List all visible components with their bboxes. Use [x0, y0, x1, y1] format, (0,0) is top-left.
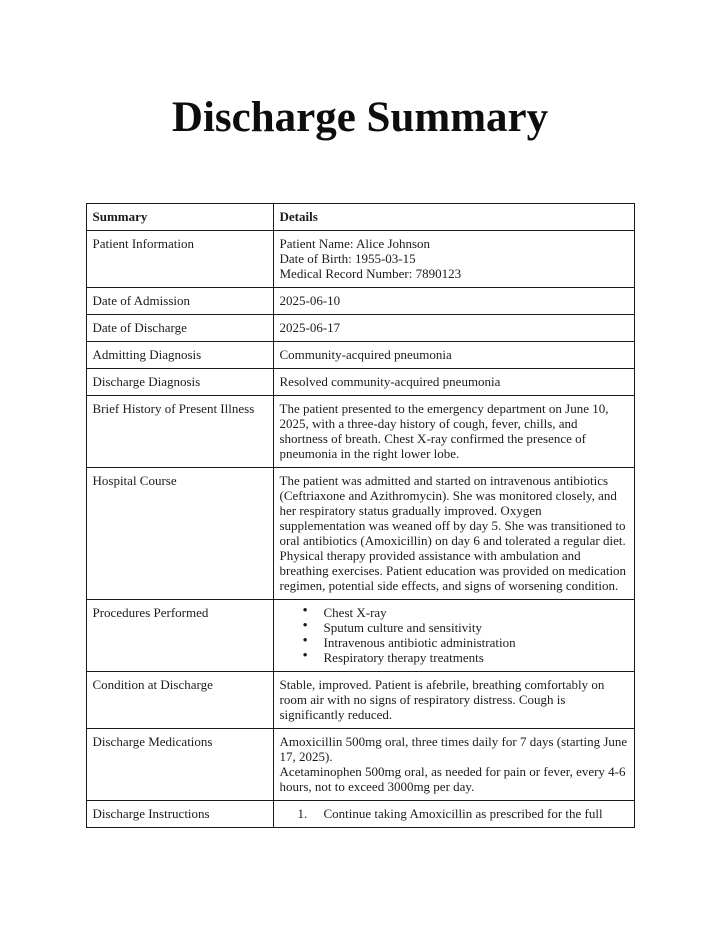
- table-row: [86, 468, 634, 600]
- row-details: Stable, improved. Patient is afebrile, breathing comfortably on room air with no signs of respiratory distress. Cough is significantly reduced.: [273, 672, 634, 729]
- details-line: Amoxicillin 500mg oral, three times daily for 7 days (starting June 17, 2025).: [279, 734, 628, 765]
- table-row: [86, 396, 634, 468]
- bullet-item: • Respiratory therapy treatments: [280, 650, 628, 665]
- table-row: [86, 315, 634, 342]
- row-details: [273, 729, 634, 801]
- table-row: [86, 672, 634, 729]
- row-details: Resolved community-acquired pneumonia: [273, 369, 634, 396]
- row-label: Patient Information: [86, 231, 273, 288]
- row-label: Date of Admission: [86, 288, 273, 315]
- table-row: [86, 369, 634, 396]
- row-label: Brief History of Present Illness: [86, 396, 273, 468]
- column-header-details: Details: [273, 204, 634, 231]
- table-row: [86, 729, 634, 801]
- row-label: Discharge Medications: [86, 729, 273, 801]
- table-header-row: [86, 204, 634, 231]
- details-line: Acetaminophen 500mg oral, as needed for pain or fever, every 4-6 hours, not to exceed 3000mg per day.: [279, 764, 626, 795]
- bullet-item: • Sputum culture and sensitivity: [280, 620, 628, 635]
- bullet-item: • Intravenous antibiotic administration: [280, 635, 628, 650]
- row-label: Condition at Discharge: [86, 672, 273, 729]
- row-details: 2025-06-17: [273, 315, 634, 342]
- row-details: Community-acquired pneumonia: [273, 342, 634, 369]
- numbered-list: [280, 806, 628, 821]
- document-title: Discharge Summary: [171, 94, 549, 141]
- table-row: [86, 600, 634, 672]
- details-line: Date of Birth: 1955-03-15: [279, 251, 416, 267]
- column-header-summary: Summary: [86, 204, 273, 231]
- row-details: [273, 801, 634, 828]
- numbered-item: Continue taking Amoxicillin as prescribed for the full: [323, 806, 603, 822]
- table-row: [86, 342, 634, 369]
- table-row: [86, 288, 634, 315]
- row-details: [273, 231, 634, 288]
- row-details: The patient was admitted and started on intravenous antibiotics (Ceftriaxone and Azithromycin). She was monitored closely, and her respiratory status gradually improved. Oxygen supplementation was weaned off by day 5. She was transitioned to oral antibiotics (Amoxicillin) on day 6 and tolerated a regular diet. Physical therapy provided assistance with ambulation and breathing exercises. Patient education was provided on medication regimen, potential side effects, and signs of worsening condition.: [273, 468, 634, 600]
- row-details: The patient presented to the emergency department on June 10, 2025, with a three-day history of cough, fever, chills, and shortness of breath. Chest X-ray confirmed the presence of pneumonia in the right lower lobe.: [273, 396, 634, 468]
- summary-table-body: [86, 231, 634, 828]
- row-label: Admitting Diagnosis: [86, 342, 273, 369]
- table-row: [86, 801, 634, 828]
- table-row: [86, 231, 634, 288]
- row-label: Procedures Performed: [86, 600, 273, 672]
- row-label: Date of Discharge: [86, 315, 273, 342]
- discharge-summary-table: [86, 203, 635, 828]
- row-label: Hospital Course: [86, 468, 273, 600]
- row-label: Discharge Instructions: [86, 801, 273, 828]
- bullet-item: • Chest X-ray: [280, 605, 628, 620]
- row-details: 2025-06-10: [273, 288, 634, 315]
- details-line: Patient Name: Alice Johnson: [279, 236, 431, 252]
- row-details: [273, 600, 634, 672]
- row-label: Discharge Diagnosis: [86, 369, 273, 396]
- bullet-list: [280, 605, 628, 665]
- details-line: Medical Record Number: 7890123: [279, 266, 462, 282]
